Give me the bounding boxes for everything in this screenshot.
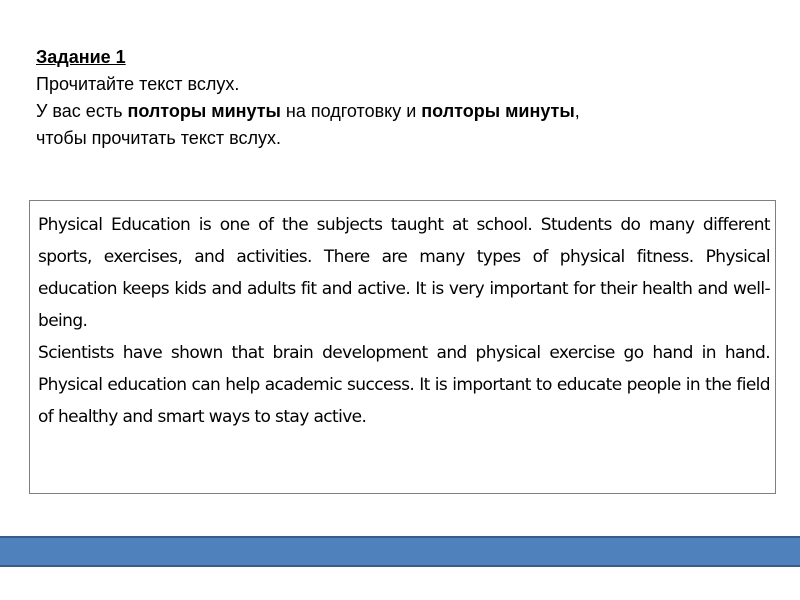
passage-paragraph-1: Physical Education is one of the subjects taught at school. Students do many different sports, exercises, and activities. There are many types of physical fitness. Physical education keeps kids and adults fit and active. It is very important for their health and well-being. xyxy=(38,215,770,331)
task-text: , xyxy=(574,101,580,121)
reading-passage-box xyxy=(29,200,776,494)
task-emphasis: полторы минуты xyxy=(421,101,575,121)
footer-bar xyxy=(0,536,800,567)
task-line-read-aloud: Прочитайте текст вслух. xyxy=(36,74,240,94)
task-line-purpose: чтобы прочитать текст вслух. xyxy=(36,128,282,148)
task-instructions xyxy=(36,44,776,152)
task-text: У вас есть xyxy=(36,101,128,121)
task-line-time xyxy=(36,98,776,125)
task-title: Задание 1 xyxy=(36,47,126,67)
task-text: на подготовку и xyxy=(280,101,422,121)
task-emphasis: полторы минуты xyxy=(127,101,281,121)
passage-paragraph-2: Scientists have shown that brain development and physical exercise go hand in hand. Physical education can help academic success. It is important to educate people in the field of healthy and smart ways to stay active. xyxy=(38,343,770,427)
